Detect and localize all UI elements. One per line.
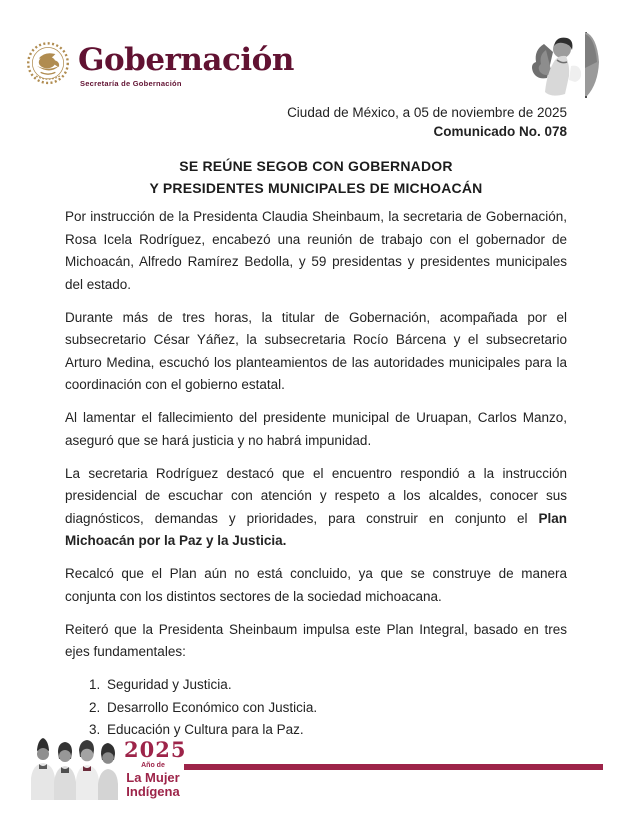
document-body: [65, 206, 567, 742]
paragraph-2: Durante más de tres horas, la titular de Gobernación, acompañada por el subsecretario César Yáñez, la subsecretaria Rocío Bárcena y el subsecretario Arturo Medina, escuchó los planteamientos de las autoridades municipales para la coordinación con el gobierno estatal.: [65, 309, 567, 392]
plan-axes-list: [65, 674, 567, 742]
footer-year: 2025: [124, 737, 187, 762]
footer-tagline-small: Año de: [141, 762, 165, 769]
paragraph-1: Por instrucción de la Presidenta Claudia Sheinbaum, la secretaria de Gobernación, Rosa Icela Rodríguez, encabezó una reunión de trabajo con el gobernador de Michoacán, Alfredo Ramírez Bedolla, y 59 presidentas y presidentes municipales del estado.: [65, 209, 567, 292]
title-line-1: SE REÚNE SEGOB CON GOBERNADOR: [179, 158, 453, 174]
list-item: 1. Seguridad y Justicia.: [104, 674, 567, 697]
footer-accent-bar: [184, 764, 603, 770]
wordmark-text: Gobernación: [78, 42, 294, 78]
dateline-block: [287, 103, 567, 141]
mexican-national-seal-icon: [25, 38, 71, 97]
footer-year-emblem: [124, 737, 187, 799]
paragraph-6: Reiteró que la Presidenta Sheinbaum impulsa este Plan Integral, basado en tres ejes fundamentales:: [65, 621, 567, 659]
paragraph-4: [65, 463, 567, 553]
paragraph-3: Al lamentar el fallecimiento del presidente municipal de Uruapan, Carlos Manzo, aseguró que se hará justicia y no habrá impunidad.: [65, 410, 567, 448]
indigenous-women-image: [27, 736, 119, 807]
gobernacion-logo: [25, 38, 294, 97]
wordmark-block: [78, 38, 294, 88]
title-line-2: Y PRESIDENTES MUNICIPALES DE MICHOACÁN: [149, 180, 483, 196]
footer-tagline-line1: La Mujer: [126, 770, 180, 785]
dateline: Ciudad de México, a 05 de noviembre de 2025: [287, 105, 567, 120]
paragraph-5: Recalcó que el Plan aún no está concluido, ya que se construye de manera conjunta con los distintos sectores de la sociedad michoacana.: [65, 566, 567, 604]
paragraph-4-bold: Plan Michoacán por la Paz y la Justicia.: [65, 510, 567, 548]
woman-with-flag-image: [524, 26, 604, 108]
wordmark-subtitle: Secretaría de Gobernación: [80, 79, 182, 88]
footer-tagline-line2: Indígena: [126, 784, 180, 799]
paragraph-4-text: La secretaria Rodríguez destacó que el encuentro respondió a la instrucción presidencial de escuchar con atención y respeto a los alcaldes, conocer sus diagnósticos, demandas y prioridades, para construir en conjunto el: [65, 465, 567, 526]
document-title: [65, 155, 567, 199]
bulletin-number: Comunicado No. 078: [433, 124, 567, 139]
list-item: 2. Desarrollo Económico con Justicia.: [104, 697, 567, 720]
list-item: 3. Educación y Cultura para la Paz.: [104, 719, 567, 742]
